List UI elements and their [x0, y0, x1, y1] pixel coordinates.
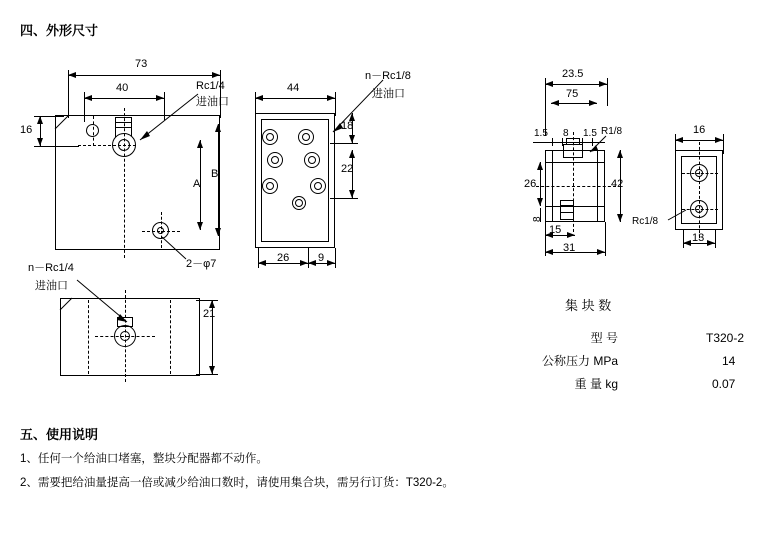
far-right-centerline-h1: [682, 173, 718, 174]
spec-label-pressure: 公称压力 MPa: [541, 354, 618, 368]
dim22-label: 22: [341, 163, 354, 175]
far-right-centerline-v: [699, 142, 700, 238]
bottomleft-dash-left: [88, 300, 89, 374]
spec-value-pressure: 14: [722, 353, 736, 368]
dim15a-label: 1.5: [534, 128, 548, 139]
dim21-label: 21: [203, 308, 216, 320]
dim13-label: 13: [692, 232, 705, 244]
n-rc18-label: n－Rc1/8: [365, 70, 411, 82]
dim31-label: 31: [563, 242, 576, 254]
usage-line-1: 1、任何一个给油口堵塞，整块分配器都不动作。: [20, 453, 268, 465]
dim9-label: 9: [318, 252, 325, 264]
dim22-ext: [330, 143, 358, 144]
usage-heading: 五、使用说明: [20, 427, 99, 442]
left-view-centerline-v3: [93, 116, 94, 146]
table-row: [502, 350, 750, 371]
r18-label: R1/8: [601, 126, 623, 137]
dim40-label: 40: [116, 82, 129, 94]
dimB-arrows: [211, 118, 227, 242]
right-view-hline2: [545, 206, 605, 207]
mid-port-1-inner: [266, 133, 274, 141]
mid-port-6-inner: [295, 199, 303, 207]
right-view-boss-line: [560, 205, 574, 206]
dim16-arrows: [33, 110, 49, 155]
dim8v-line: [540, 208, 541, 222]
dim22-ext2: [330, 198, 358, 199]
bottomleft-centerline-h: [95, 336, 155, 337]
bottomleft-dash-right: [170, 300, 171, 374]
spec-value-weight: 0.07: [712, 376, 736, 391]
spec-label-weight: 重 量 kg: [574, 377, 618, 391]
dim21-ext-bot: [196, 374, 218, 375]
dim15c-label: 15: [549, 224, 562, 236]
dim75-label: 75: [566, 88, 579, 100]
dim73-label: 73: [135, 58, 148, 70]
rc14-sublabel: 进油口: [196, 96, 229, 108]
dim8-label: 8: [563, 128, 569, 139]
right-view-centerline-v: [573, 132, 574, 232]
dim31-arrows: [539, 245, 615, 261]
mid-port-7-inner: [314, 182, 322, 190]
rc18-leader: [668, 208, 688, 222]
right-view-hline1: [545, 162, 605, 163]
dim16r-label: 16: [693, 124, 706, 136]
dim235-label: 23.5: [562, 68, 584, 80]
left-view-centerline-h2: [142, 231, 180, 232]
spec-label-model: 型 号: [590, 331, 618, 345]
note-2phi7-leader: [160, 235, 200, 265]
rc18-label: Rc1/8: [632, 216, 659, 227]
dim16-label: 16: [20, 124, 33, 136]
dim15b-label: 1.5: [583, 128, 597, 139]
dimensions-heading: 四、外形尺寸: [20, 23, 99, 38]
dim8v-label: 8: [532, 216, 543, 222]
spec-table-title: 集 块 数: [565, 298, 612, 313]
dim-small-t1: [552, 138, 553, 146]
note-2phi7: 2－φ7: [186, 258, 217, 270]
n-rc18-sublabel: 进油口: [372, 88, 405, 100]
dim26-label: 26: [277, 252, 290, 264]
dimB-label: B: [211, 168, 219, 180]
rc14-label: Rc1/4: [196, 80, 225, 92]
dim26r-label: 26: [524, 178, 537, 190]
mid-port-5-inner: [308, 156, 316, 164]
dim18-label: 18: [341, 120, 354, 132]
mid-port-4-inner: [302, 133, 310, 141]
dimA-label: A: [193, 178, 201, 190]
table-row: [502, 327, 750, 348]
mid-port-3-inner: [266, 182, 274, 190]
mid-port-2-inner: [271, 156, 279, 164]
dim42-label: 42: [611, 178, 624, 190]
dim44-label: 44: [287, 82, 300, 94]
dim21-ext-top: [196, 300, 218, 301]
n-rc14-sublabel: 进油口: [35, 280, 68, 292]
right-view-lower-boss: [560, 200, 574, 220]
spec-table: [500, 325, 752, 396]
dim21-arrows: [205, 294, 221, 380]
table-row: [502, 373, 750, 394]
right-view-boss-line2: [560, 212, 574, 213]
spec-value-model: T320-2: [706, 330, 745, 345]
n-rc14-label: n－Rc1/4: [28, 262, 74, 274]
bottomleft-chamfer: [60, 298, 78, 316]
usage-line-2: 2、需要把给油量提高一倍或减少给油口数时，请使用集合块，需另行订货：T320-2。: [20, 477, 454, 489]
